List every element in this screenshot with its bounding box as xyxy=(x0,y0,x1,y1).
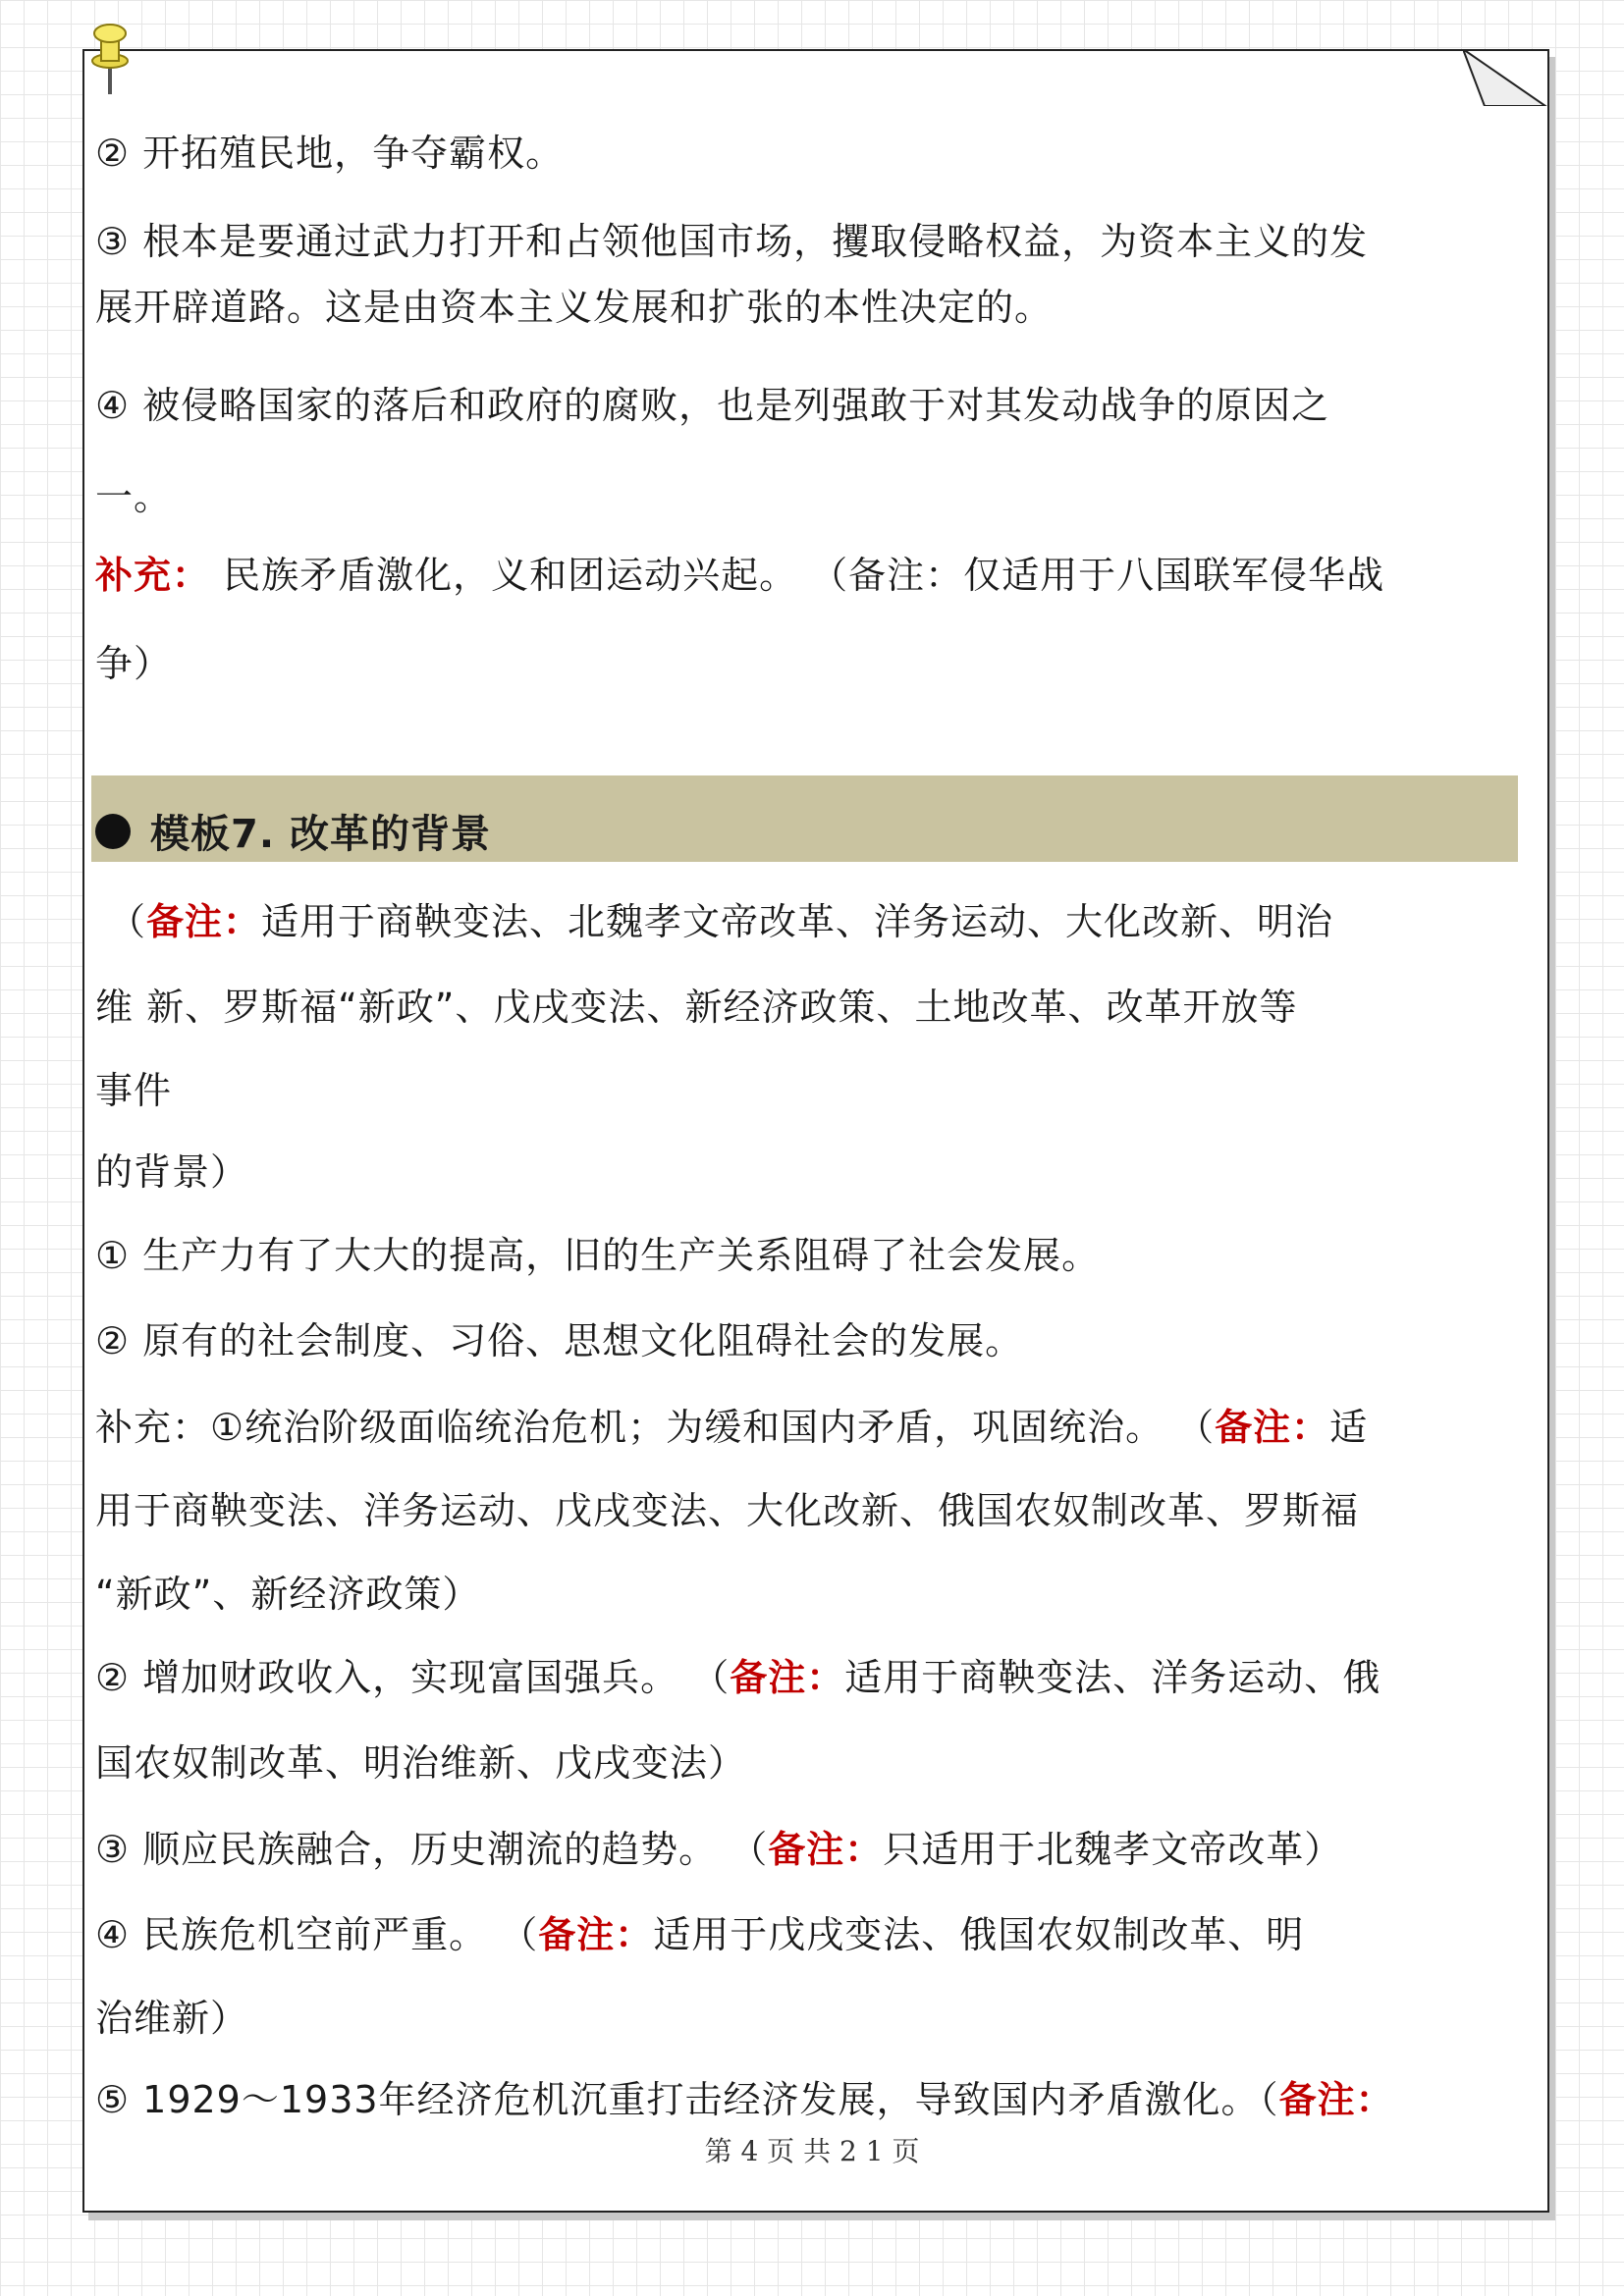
line-1: ② 开拓殖民地，争夺霸权。 xyxy=(95,132,565,175)
line-3: 展开辟道路。这是由资本主义发展和扩张的本性决定的。 xyxy=(95,286,1054,329)
reason-4: ④ 民族危机空前严重。 （备注：适用于戊戌变法、俄国农奴制改革、明 xyxy=(95,1913,1305,1956)
supplement-line xyxy=(95,545,1384,599)
line-5: 一。 xyxy=(95,475,173,518)
note-line-2: 维 新、罗斯福“新政”、戊戌变法、新经济政策、土地改革、改革开放等 xyxy=(95,986,1298,1029)
reason-2: ② 增加财政收入，实现富国强兵。 （备注：适用于商鞅变法、洋务运动、俄 xyxy=(95,1656,1381,1699)
reason-3: ③ 顺应民族融合，历史潮流的趋势。 （备注：只适用于北魏孝文帝改革） xyxy=(95,1828,1343,1871)
supplement-text: 民族矛盾激化，义和团运动兴起。 （备注：仅适用于八国联军侵华战 xyxy=(210,554,1385,597)
reason-5: ⑤ 1929～1933年经济危机沉重打击经济发展，导致国内矛盾激化。（备注： xyxy=(95,2078,1394,2121)
section-heading xyxy=(95,803,491,859)
note-line-4: 的背景） xyxy=(95,1150,249,1194)
line-7: 争） xyxy=(95,642,173,685)
supplement-label: 补充： xyxy=(95,554,211,597)
point-2: ② 原有的社会制度、习俗、思想文化阻碍社会的发展。 xyxy=(95,1319,1024,1362)
reason-2b: 国农奴制改革、明治维新、戊戌变法） xyxy=(95,1741,747,1785)
reason-4b: 治维新） xyxy=(95,1997,249,2040)
section-title: 模板7. 改革的背景 xyxy=(150,812,491,857)
line-4: ④ 被侵略国家的落后和政府的腐败，也是列强敢于对其发动战争的原因之 xyxy=(95,384,1330,427)
note-label: 备注： xyxy=(146,900,262,943)
bullet-icon xyxy=(95,814,131,849)
note-line-1: （备注：适用于商鞅变法、北魏孝文帝改革、洋务运动、大化改新、明治 xyxy=(108,900,1334,943)
supplement-2-line-3: “新政”、新经济政策） xyxy=(95,1573,481,1616)
line-2: ③ 根本是要通过武力打开和占领他国市场，攫取侵略权益，为资本主义的发 xyxy=(95,220,1369,263)
note-line-3: 事件 xyxy=(95,1069,173,1112)
point-1: ① 生产力有了大大的提高，旧的生产关系阻碍了社会发展。 xyxy=(95,1234,1101,1277)
supplement-2-line-2: 用于商鞅变法、洋务运动、戊戌变法、大化改新、俄国农奴制改革、罗斯福 xyxy=(95,1489,1360,1532)
supplement-2-line-1: 补充：①统治阶级面临统治危机；为缓和国内矛盾，巩固统治。 （备注：适 xyxy=(95,1406,1369,1449)
page-number-footer: 第 4 页 共 2 1 页 xyxy=(704,2135,920,2167)
